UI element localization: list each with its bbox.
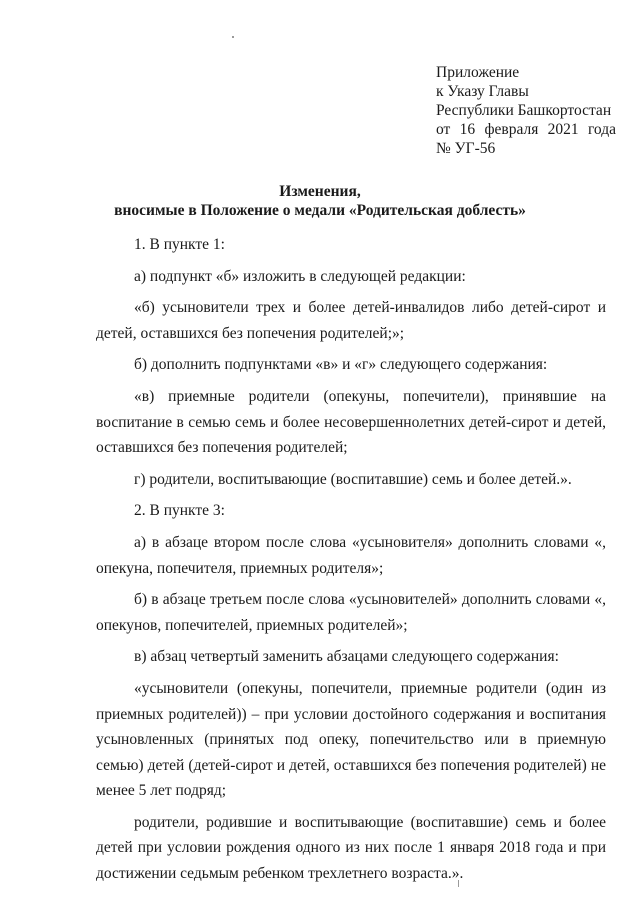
scan-speck <box>232 36 234 38</box>
paragraph: родители, родившие и воспитывающие (воспитавшие) семь и более детей при условии рождения одного из них после 1 января 2018 года и при достижении седьмым ребенком трехлетнего возраста.». <box>96 813 606 883</box>
appendix-line: к Указу Главы <box>436 83 529 100</box>
paragraph: б) дополнить подпунктами «в» и «г» следующего содержания: <box>134 356 548 374</box>
appendix-line: Республики Башкортостан <box>436 102 612 119</box>
appendix-date: от 16 февраля 2021 года <box>436 121 616 138</box>
document-subtitle: вносимые в Положение о медали «Родительская доблесть» <box>114 202 526 219</box>
paragraph: 1. В пункте 1: <box>134 236 225 253</box>
document-title: Изменения, <box>279 183 361 200</box>
paragraph: а) в абзаце втором после слова «усыновителя» дополнить словами «, опекуна, попечителя, приемных родителя»; <box>96 533 606 577</box>
paragraph: «усыновители (опекуны, попечители, приемные родители (один из приемных родителей)) – при условии достойного содержания и воспитания усыновленных (принятых под опеку, попечительство или в приемную семью) детей (детей-сирот и детей, оставшихся без попечения родителей) не менее 5 лет подряд; <box>96 679 606 800</box>
appendix-block <box>436 63 616 158</box>
appendix-number: № УГ-56 <box>436 140 496 157</box>
paragraph: «б) усыновители трех и более детей-инвалидов либо детей-сирот и детей, оставшихся без попечения родителей;»; <box>96 299 606 342</box>
paragraph: г) родители, воспитывающие (воспитавшие) семь и более детей.». <box>134 470 572 488</box>
paragraph: «в) приемные родители (опекуны, попечители), принявшие на воспитание в семью семь и более несовершеннолетних детей-сирот и детей, оставшихся без попечения родителей; <box>96 387 606 457</box>
paragraph: в) абзац четвертый заменить абзацами следующего содержания: <box>134 648 559 666</box>
paragraph: а) подпункт «б» изложить в следующей редакции: <box>134 267 466 285</box>
appendix-line: Приложение <box>436 64 520 81</box>
document-body <box>96 232 606 887</box>
paragraph: 2. В пункте 3: <box>134 502 225 520</box>
paragraph: б) в абзаце третьем после слова «усыновителей» дополнить словами «, опекунов, попечителей, приемных родителей»; <box>96 591 606 634</box>
